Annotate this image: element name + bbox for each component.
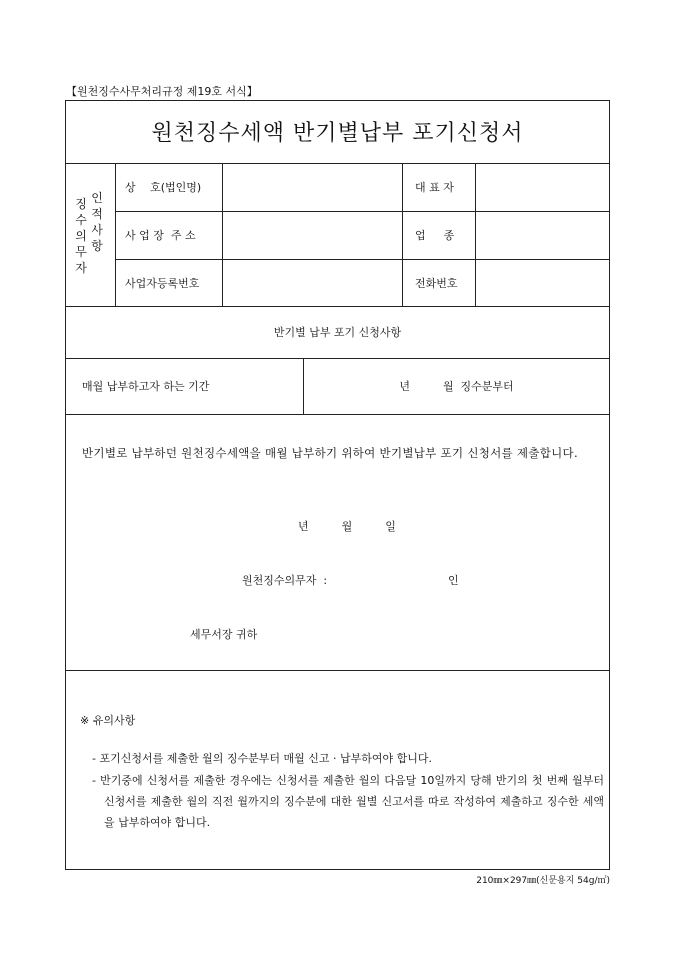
applicant-label: 원천징수의무자 : (242, 574, 328, 587)
representative-field[interactable] (476, 164, 610, 211)
label-business-type: 업 종 (415, 229, 455, 242)
label-phone: 전화번호 (415, 276, 458, 290)
company-field[interactable] (223, 164, 402, 211)
label-address: 사 업 장 주 소 (125, 229, 196, 242)
label-reg-no: 사업자등록번호 (125, 276, 200, 290)
date-line[interactable]: 년 월 일 (298, 520, 396, 533)
label-representative: 대 표 자 (415, 181, 454, 194)
period-value[interactable]: 년 월 징수분부터 (399, 380, 514, 393)
label-company: 상 호(법인명) (125, 181, 202, 194)
note-item: - 포기신청서를 제출한 월의 징수분부터 매월 신고 · 납부하여야 합니다. (92, 752, 432, 765)
side-label-withholder: 징 수 의 무 자 (75, 197, 87, 275)
side-label-personal-info: 인 적 사 항 (91, 191, 103, 253)
notes-title: ※ 유의사항 (80, 714, 136, 727)
period-label: 매월 납부하고자 하는 기간 (82, 380, 210, 393)
addressee: 세무서장 귀하 (190, 628, 258, 641)
business-type-field[interactable] (476, 212, 610, 259)
note-item: - 반기중에 신청서를 제출한 경우에는 신청서를 제출한 월의 다음달 10일까지 당해 반기의 첫 번째 월부터 신청서를 제출한 월의 직전 월까지의 징수분에 대한 월별 신고서를 따로 작성하여 제출하고 징수한 세액을 납부하여야 합니다. (92, 774, 604, 829)
form-title: 원천징수세액 반기별납부 포기신청서 (151, 121, 524, 146)
reg-no-field[interactable] (223, 260, 402, 306)
phone-field[interactable] (476, 260, 610, 306)
statement: 반기별로 납부하던 원천징수세액을 매월 납부하기 위하여 반기별납부 포기 신청서를 제출합니다. (82, 446, 578, 460)
paper-spec: 210㎜×297㎜(신문용지 54g/㎡) (476, 876, 610, 886)
section-title: 반기별 납부 포기 신청사항 (273, 326, 402, 339)
address-field[interactable] (223, 212, 402, 259)
seal-mark: 인 (448, 574, 459, 587)
form-reference: 【원천징수사무처리규정 제19호 서식】 (66, 85, 258, 98)
